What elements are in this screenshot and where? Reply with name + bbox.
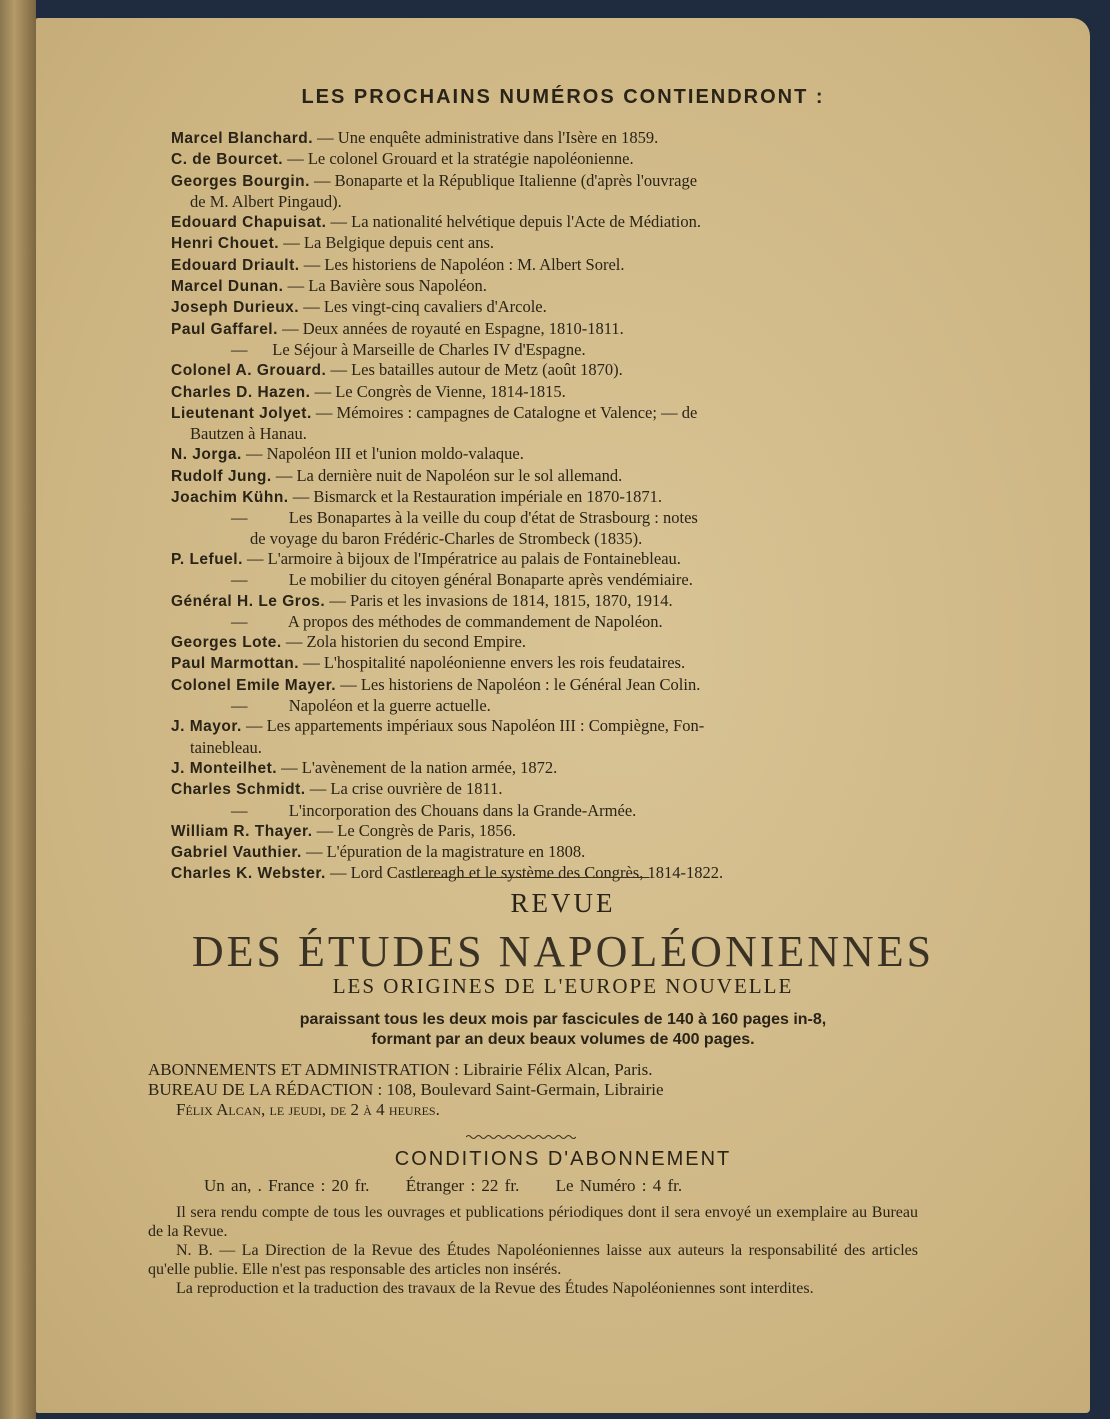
page-heading: LES PROCHAINS NUMÉROS CONTIENDRONT : (301, 86, 825, 108)
article-title: — Les Bonapartes à la veille du coup d'état de Strasbourg : notes (231, 508, 698, 528)
description-line-2: formant par an deux beaux volumes de 400 pages. (371, 1031, 755, 1048)
article-title: — Mémoires : campagnes de Catalogne et Valence; — de (311, 402, 698, 422)
article-author: Lieutenant Jolyet. (171, 404, 312, 422)
article-entry (171, 863, 931, 884)
wavy-ornament (466, 1134, 576, 1140)
notes-block (148, 1204, 918, 1300)
article-title: — Le Congrès de Vienne, 1814-1815. (310, 381, 566, 401)
conditions-heading: CONDITIONS D'ABONNEMENT (394, 1148, 732, 1170)
price-france: Un an, . France : 20 fr. (204, 1176, 370, 1195)
article-author: Colonel Emile Mayer. (171, 676, 337, 694)
article-entry (171, 171, 931, 213)
abonnements-line: ABONNEMENTS ET ADMINISTRATION : Librairie Félix Alcan, Paris. (148, 1060, 653, 1079)
article-entry (171, 466, 931, 487)
article-entry (171, 612, 931, 632)
note-reproduction: La reproduction et la traduction des travaux de la Revue des Études Napoléoniennes sont interdites. (176, 1280, 814, 1297)
article-entry (171, 801, 931, 821)
article-entry (171, 487, 931, 508)
article-entry (171, 821, 931, 842)
article-title: — Deux années de royauté en Espagne, 1810-1811. (277, 318, 624, 338)
article-title: — Les historiens de Napoléon : M. Albert Sorel. (299, 254, 625, 274)
article-title: — Napoléon III et l'union moldo-valaque. (241, 444, 524, 464)
article-title: — A propos des méthodes de commandement de Napoléon. (231, 611, 663, 631)
forthcoming-articles-list (171, 128, 931, 885)
article-entry (171, 444, 931, 465)
article-author: J. Monteilhet. (171, 759, 278, 777)
article-entry (171, 149, 931, 170)
article-title-continued: de voyage du baron Frédéric-Charles de Strombeck (1835). (250, 528, 643, 548)
revue-subtitle: LES ORIGINES DE L'EUROPE NOUVELLE (332, 974, 794, 998)
article-title: — Bismarck et la Restauration impériale en 1870-1871. (288, 487, 663, 507)
revue-label: REVUE (510, 888, 616, 918)
article-entry (171, 632, 931, 653)
administration-block (148, 1060, 923, 1120)
article-title: — Le Congrès de Paris, 1856. (312, 820, 516, 840)
article-entry (171, 212, 931, 233)
article-title: — Napoléon et la guerre actuelle. (231, 696, 491, 716)
article-title: — La dernière nuit de Napoléon sur le sol allemand. (271, 465, 623, 485)
revue-title: DES ÉTUDES NAPOLÉONIENNES (191, 927, 935, 976)
article-title: — Paris et les invasions de 1814, 1815, 1870, 1914. (325, 590, 673, 610)
article-author: Edouard Driault. (171, 256, 300, 274)
article-title: — Zola historien du second Empire. (281, 632, 526, 652)
page-sheet (36, 18, 1090, 1413)
article-title: — Le colonel Grouard et la stratégie napoléonienne. (283, 149, 634, 169)
article-entry (171, 276, 931, 297)
section-divider (411, 877, 649, 878)
article-title: — La Belgique depuis cent ans. (279, 233, 495, 253)
article-entry (171, 340, 931, 360)
article-entry (171, 842, 931, 863)
article-title: — Bonaparte et la République Italienne (d'après l'ouvrage (309, 170, 698, 190)
article-entry (171, 696, 931, 716)
article-author: William R. Thayer. (171, 822, 313, 840)
price-etranger: Étranger : 22 fr. (405, 1176, 520, 1195)
article-entry (171, 403, 931, 445)
note-responsabilite: N. B. — La Direction de la Revue des Études Napoléoniennes laisse aux auteurs la responsabilité des articles qu'elle publie. Elle n'est pas responsable des articles non insérés. (148, 1242, 918, 1278)
article-entry (171, 716, 931, 758)
article-author: Charles Schmidt. (171, 781, 306, 799)
article-title-continued: tainebleau. (190, 737, 262, 757)
description-line-1: paraissant tous les deux mois par fascicules de 140 à 160 pages in-8, (299, 1011, 827, 1028)
article-author: Marcel Dunan. (171, 278, 284, 296)
article-author: Paul Gaffarel. (171, 320, 278, 338)
bureau-line: BUREAU DE LA RÉDACTION : 108, Boulevard Saint-Germain, Librairie (148, 1080, 664, 1099)
article-title: — La crise ouvrière de 1811. (305, 779, 503, 799)
book-spine (0, 0, 36, 1419)
article-entry (171, 508, 931, 549)
article-author: Edouard Chapuisat. (171, 214, 327, 232)
article-author: Charles D. Hazen. (171, 383, 311, 401)
article-title: — Une enquête administrative dans l'Isère en 1859. (313, 128, 659, 147)
article-title: — Les batailles autour de Metz (août 1870). (326, 360, 623, 380)
article-author: Général H. Le Gros. (171, 592, 326, 610)
article-title: — Le Séjour à Marseille de Charles IV d'Espagne. (231, 339, 586, 359)
article-author: Gabriel Vauthier. (171, 844, 302, 862)
article-title: — L'avènement de la nation armée, 1872. (277, 757, 558, 777)
article-entry (171, 128, 931, 149)
article-entry (171, 675, 931, 696)
article-author: Marcel Blanchard. (171, 130, 314, 147)
article-title: — L'incorporation des Chouans dans la Grande-Armée. (231, 800, 637, 820)
bureau-line-continued: Félix Alcan, le jeudi, de 2 à 4 heures. (176, 1100, 440, 1119)
article-author: Georges Bourgin. (171, 172, 310, 190)
article-author: P. Lefuel. (171, 550, 243, 568)
article-title: — L'armoire à bijoux de l'Impératrice au palais de Fontainebleau. (242, 548, 681, 568)
article-author: Charles K. Webster. (171, 865, 326, 883)
article-title: — Le mobilier du citoyen général Bonaparte après vendémiaire. (231, 570, 693, 590)
article-author: Henri Chouet. (171, 235, 280, 253)
article-title: — La nationalité helvétique depuis l'Acte de Médiation. (326, 212, 701, 232)
article-author: Rudolf Jung. (171, 467, 272, 485)
price-numero: Le Numéro : 4 fr. (555, 1176, 683, 1195)
article-author: Paul Marmottan. (171, 655, 300, 673)
article-entry (171, 319, 931, 340)
article-title: — L'hospitalité napoléonienne envers les rois feudataires. (299, 653, 686, 673)
article-title: — L'épuration de la magistrature en 1808. (301, 842, 586, 862)
article-title-continued: Bautzen à Hanau. (190, 424, 307, 444)
article-author: Joseph Durieux. (171, 299, 300, 317)
article-entry (171, 653, 931, 674)
article-author: Georges Lote. (171, 634, 282, 652)
article-title: — Les appartements impériaux sous Napoléon III : Compiègne, Fon- (241, 716, 705, 736)
article-author: Joachim Kühn. (171, 489, 289, 507)
article-entry (171, 570, 931, 590)
article-author: J. Mayor. (171, 718, 242, 736)
note-compte-rendu: Il sera rendu compte de tous les ouvrages et publications périodiques dont il sera envoyé un exemplaire au Bureau de la Revue. (148, 1204, 918, 1240)
article-entry (171, 382, 931, 403)
article-title: — La Bavière sous Napoléon. (283, 276, 487, 296)
revue-description (36, 1010, 1090, 1050)
article-entry (171, 591, 931, 612)
article-author: Colonel A. Grouard. (171, 362, 327, 380)
article-entry (171, 549, 931, 570)
article-entry (171, 233, 931, 254)
article-title: — Lord Castlereagh et le système des Congrès, 1814-1822. (325, 863, 724, 883)
article-entry (171, 758, 931, 779)
article-entry (171, 779, 931, 800)
article-author: N. Jorga. (171, 446, 242, 464)
article-author: C. de Bourcet. (171, 151, 284, 169)
article-entry (171, 255, 931, 276)
article-entry (171, 360, 931, 381)
article-title: — Les historiens de Napoléon : le Général Jean Colin. (336, 674, 701, 694)
article-title-continued: de M. Albert Pingaud). (190, 191, 342, 211)
article-title: — Les vingt-cinq cavaliers d'Arcole. (299, 297, 547, 317)
article-entry (171, 297, 931, 318)
price-line (204, 1176, 904, 1196)
